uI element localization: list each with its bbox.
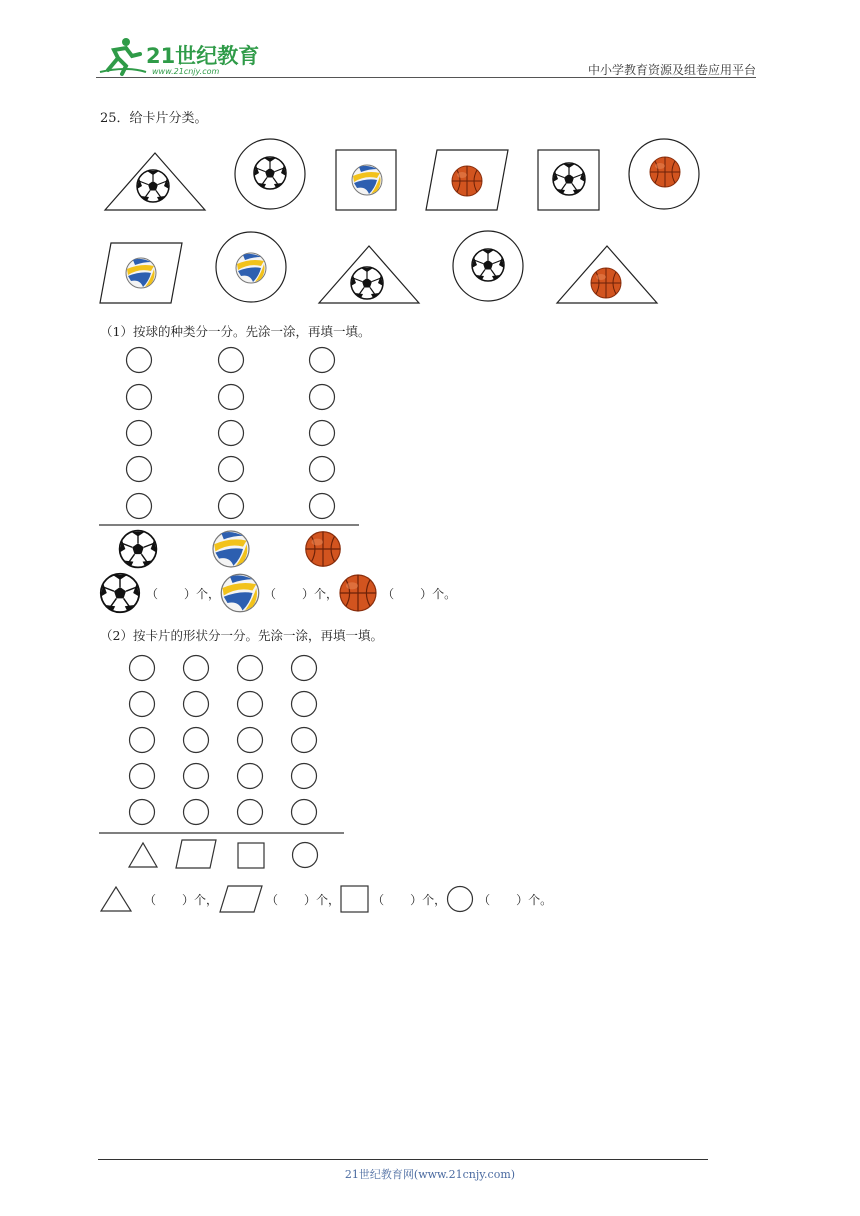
color-circle[interactable] <box>184 764 209 789</box>
color-circle[interactable] <box>292 764 317 789</box>
color-circle[interactable] <box>184 728 209 753</box>
color-circle[interactable] <box>238 728 263 753</box>
circle-shape-icon <box>293 843 318 868</box>
triangle-shape-icon <box>100 885 132 913</box>
footer-text[interactable]: 21世纪教育网(www.21cnjy.com) <box>344 1168 516 1181</box>
color-circle[interactable] <box>292 728 317 753</box>
color-circle[interactable] <box>184 800 209 825</box>
color-circle[interactable] <box>184 692 209 717</box>
logo-url: www.21cnjy.com <box>152 67 220 76</box>
footer-divider <box>98 1159 708 1160</box>
color-circle[interactable] <box>238 800 263 825</box>
logo-text: 21世纪教育 <box>146 44 260 68</box>
color-circle[interactable] <box>130 692 155 717</box>
question-title: 25．给卡片分类。 <box>100 111 208 126</box>
part1-instruction: （1）按球的种类分一分。先涂一涂，再填一填。 <box>100 324 371 339</box>
color-circle[interactable] <box>292 692 317 717</box>
part2-answer-line: （ ）个， （ ）个， （ ）个， （ ）个。 <box>100 884 552 914</box>
color-circle[interactable] <box>292 656 317 681</box>
color-circle[interactable] <box>238 764 263 789</box>
color-circle[interactable] <box>292 800 317 825</box>
color-circle[interactable] <box>130 764 155 789</box>
square-shape-icon <box>238 843 264 868</box>
color-circle[interactable] <box>238 692 263 717</box>
circle-shape-icon <box>446 885 476 913</box>
parallelogram-shape-icon <box>218 885 264 913</box>
part2-instruction: （2）按卡片的形状分一分。先涂一涂，再填一填。 <box>100 628 383 643</box>
square-shape-icon <box>340 885 370 913</box>
color-circle[interactable] <box>130 800 155 825</box>
platform-name: 中小学教育资源及组卷应用平台 <box>587 63 756 77</box>
parallelogram-shape-icon <box>176 840 216 868</box>
color-circle[interactable] <box>184 656 209 681</box>
color-circle[interactable] <box>130 656 155 681</box>
triangle-shape-icon <box>129 843 157 867</box>
color-circle[interactable] <box>130 728 155 753</box>
part1-answer-line: （ ）个， （ ）个， （ ）个。 <box>100 574 456 612</box>
color-circle[interactable] <box>238 656 263 681</box>
